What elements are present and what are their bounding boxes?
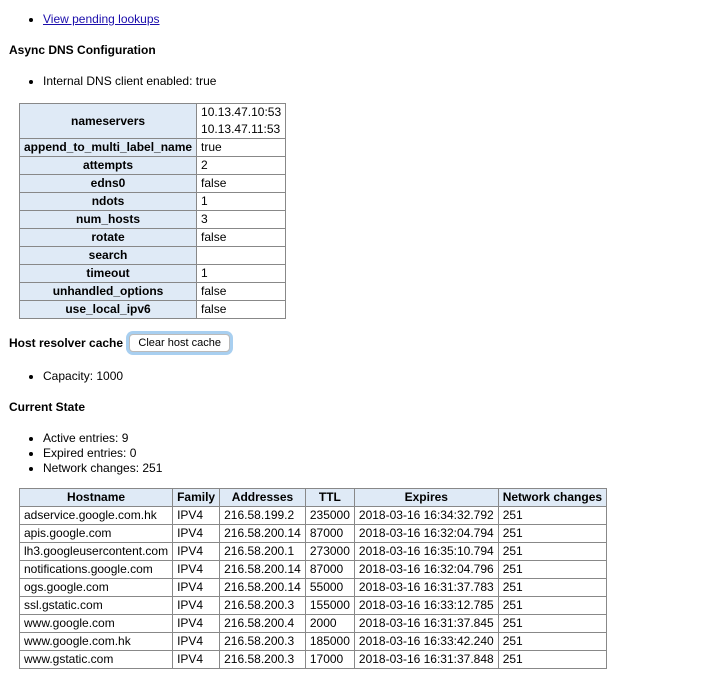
- table-cell: notifications.google.com: [20, 561, 173, 579]
- column-header-family: Family: [173, 489, 220, 507]
- table-cell: 155000: [305, 597, 354, 615]
- table-cell: 251: [498, 507, 606, 525]
- table-row: [20, 651, 607, 669]
- table-cell: 2018-03-16 16:32:04.796: [354, 561, 498, 579]
- table-cell: 216.58.200.3: [220, 651, 306, 669]
- host-cache-bullets: [9, 369, 704, 384]
- config-row-timeout: [20, 265, 286, 283]
- table-cell: lh3.googleusercontent.com: [20, 543, 173, 561]
- config-value: [197, 247, 286, 265]
- config-value-line: true: [201, 140, 222, 154]
- config-value: [197, 283, 286, 301]
- config-value: [197, 265, 286, 283]
- config-value-line: 10.13.47.10:53: [201, 105, 282, 119]
- table-cell: 2018-03-16 16:31:37.783: [354, 579, 498, 597]
- config-row-unhandled-options: [20, 283, 286, 301]
- column-header-addresses: Addresses: [220, 489, 306, 507]
- config-row-nameservers: [20, 104, 286, 139]
- config-value-line: 1: [201, 266, 208, 280]
- table-cell: IPV4: [173, 615, 220, 633]
- table-cell: 87000: [305, 525, 354, 543]
- clear-host-cache-button[interactable]: Clear host cache: [129, 334, 230, 352]
- table-cell: 273000: [305, 543, 354, 561]
- current-state-bullets: [9, 431, 704, 476]
- pending-item: [43, 12, 704, 27]
- table-cell: 251: [498, 579, 606, 597]
- table-cell: 216.58.200.14: [220, 561, 306, 579]
- config-value-line: false: [201, 176, 227, 190]
- table-cell: 216.58.200.3: [220, 633, 306, 651]
- table-cell: 216.58.200.4: [220, 615, 306, 633]
- config-value-line: [201, 247, 281, 264]
- config-value-line: 1: [201, 194, 208, 208]
- host-cache-table: [19, 488, 607, 669]
- config-row-search: [20, 247, 286, 265]
- page: [0, 12, 713, 669]
- table-cell: 2018-03-16 16:31:37.845: [354, 615, 498, 633]
- config-value: [197, 104, 286, 139]
- list-item: • Expired entries: 0: [43, 446, 704, 461]
- config-value-line: 10.13.47.11:53: [201, 122, 281, 136]
- async-dns-title: Async DNS Configuration: [9, 43, 156, 57]
- config-key: timeout: [20, 265, 197, 283]
- table-cell: IPV4: [173, 633, 220, 651]
- config-row-num-hosts: [20, 211, 286, 229]
- table-row: [20, 633, 607, 651]
- table-cell: 17000: [305, 651, 354, 669]
- column-header-ttl: TTL: [305, 489, 354, 507]
- table-cell: 251: [498, 561, 606, 579]
- table-cell: 251: [498, 525, 606, 543]
- table-cell: IPV4: [173, 651, 220, 669]
- config-key: nameservers: [20, 104, 197, 139]
- config-row-attempts: [20, 157, 286, 175]
- table-row: [20, 615, 607, 633]
- table-cell: 216.58.199.2: [220, 507, 306, 525]
- table-cell: 251: [498, 597, 606, 615]
- table-cell: 2000: [305, 615, 354, 633]
- table-cell: 251: [498, 651, 606, 669]
- table-cell: adservice.google.com.hk: [20, 507, 173, 525]
- table-cell: IPV4: [173, 543, 220, 561]
- config-row-ndots: [20, 193, 286, 211]
- config-row-append-to-multi-label-name: [20, 139, 286, 157]
- list-item: • Internal DNS client enabled: true: [43, 74, 704, 89]
- table-header-row: [20, 489, 607, 507]
- column-header-expires: Expires: [354, 489, 498, 507]
- table-cell: IPV4: [173, 525, 220, 543]
- column-header-hostname: Hostname: [20, 489, 173, 507]
- table-cell: ogs.google.com: [20, 579, 173, 597]
- config-row-rotate: [20, 229, 286, 247]
- table-cell: 251: [498, 543, 606, 561]
- table-cell: www.google.com: [20, 615, 173, 633]
- view-pending-lookups-link[interactable]: View pending lookups: [43, 12, 160, 26]
- config-value-line: 2: [201, 158, 208, 172]
- config-key: ndots: [20, 193, 197, 211]
- config-value: [197, 139, 286, 157]
- config-key: unhandled_options: [20, 283, 197, 301]
- pending-list: [9, 12, 704, 27]
- table-cell: 2018-03-16 16:34:32.792: [354, 507, 498, 525]
- table-cell: 235000: [305, 507, 354, 525]
- table-cell: 216.58.200.14: [220, 525, 306, 543]
- table-row: [20, 507, 607, 525]
- table-cell: 87000: [305, 561, 354, 579]
- table-row: [20, 561, 607, 579]
- column-header-network-changes: Network changes: [498, 489, 606, 507]
- config-value: [197, 229, 286, 247]
- table-cell: IPV4: [173, 597, 220, 615]
- config-key: num_hosts: [20, 211, 197, 229]
- table-cell: 55000: [305, 579, 354, 597]
- host-cache-header: [9, 335, 704, 353]
- table-cell: 2018-03-16 16:31:37.848: [354, 651, 498, 669]
- table-cell: www.gstatic.com: [20, 651, 173, 669]
- config-key: search: [20, 247, 197, 265]
- config-value-line: 3: [201, 212, 208, 226]
- config-value-line: false: [201, 302, 227, 316]
- config-value-line: false: [201, 230, 227, 244]
- table-cell: IPV4: [173, 561, 220, 579]
- table-cell: apis.google.com: [20, 525, 173, 543]
- table-cell: 185000: [305, 633, 354, 651]
- table-cell: ssl.gstatic.com: [20, 597, 173, 615]
- config-key: use_local_ipv6: [20, 301, 197, 319]
- current-state-title: Current State: [9, 400, 86, 414]
- config-value: [197, 175, 286, 193]
- dns-config-table: [19, 103, 286, 319]
- table-cell: 216.58.200.1: [220, 543, 306, 561]
- table-cell: IPV4: [173, 507, 220, 525]
- config-value: [197, 301, 286, 319]
- list-item: • Capacity: 1000: [43, 369, 704, 384]
- config-key: edns0: [20, 175, 197, 193]
- table-row: [20, 597, 607, 615]
- config-value: [197, 193, 286, 211]
- table-cell: 216.58.200.3: [220, 597, 306, 615]
- table-row: [20, 579, 607, 597]
- table-cell: 2018-03-16 16:35:10.794: [354, 543, 498, 561]
- config-value-line: false: [201, 284, 227, 298]
- table-cell: IPV4: [173, 579, 220, 597]
- table-cell: 2018-03-16 16:33:42.240: [354, 633, 498, 651]
- table-row: [20, 543, 607, 561]
- table-cell: 216.58.200.14: [220, 579, 306, 597]
- host-cache-title: Host resolver cache: [9, 336, 124, 351]
- table-cell: www.google.com.hk: [20, 633, 173, 651]
- table-row: [20, 525, 607, 543]
- config-value: [197, 157, 286, 175]
- async-dns-bullets: [9, 74, 704, 89]
- config-key: rotate: [20, 229, 197, 247]
- table-cell: 2018-03-16 16:32:04.794: [354, 525, 498, 543]
- config-row-use-local-ipv6: [20, 301, 286, 319]
- config-value: [197, 211, 286, 229]
- list-item: • Network changes: 251: [43, 461, 704, 476]
- table-cell: 251: [498, 633, 606, 651]
- config-key: attempts: [20, 157, 197, 175]
- list-item: • Active entries: 9: [43, 431, 704, 446]
- config-key: append_to_multi_label_name: [20, 139, 197, 157]
- table-cell: 251: [498, 615, 606, 633]
- table-cell: 2018-03-16 16:33:12.785: [354, 597, 498, 615]
- config-row-edns0: [20, 175, 286, 193]
